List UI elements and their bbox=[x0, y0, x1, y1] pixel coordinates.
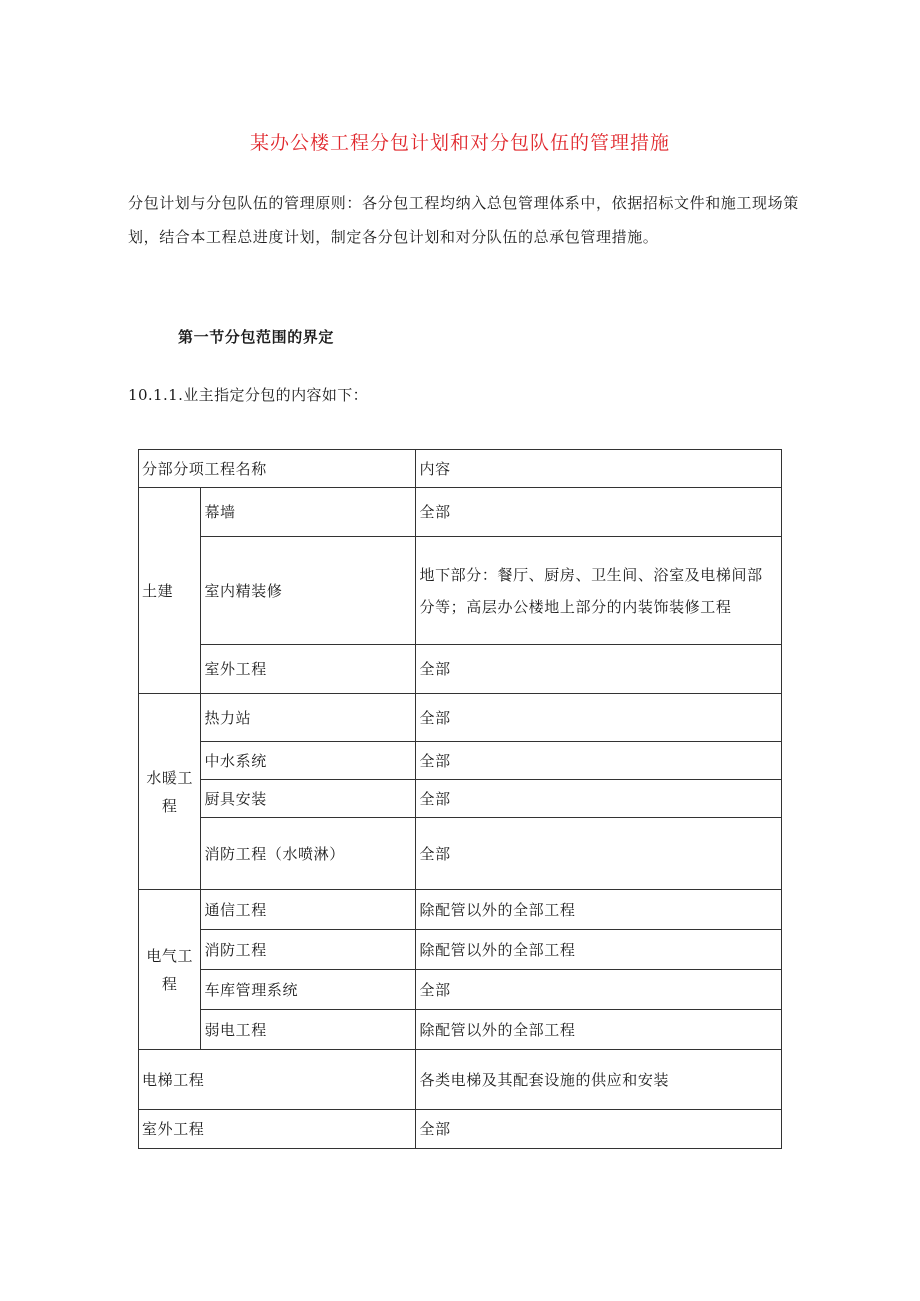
table-row bbox=[139, 694, 782, 742]
table-row bbox=[139, 537, 782, 645]
item-cell: 室外工程 bbox=[201, 645, 416, 694]
header-content-cell: 内容 bbox=[416, 450, 782, 488]
content-cell: 除配管以外的全部工程 bbox=[416, 890, 782, 930]
item-cell: 消防工程（水喷淋） bbox=[201, 818, 416, 890]
table-row bbox=[139, 930, 782, 970]
content-cell: 地下部分：餐厅、厨房、卫生间、浴室及电梯间部分等；高层办公楼地上部分的内装饰装修工程 bbox=[416, 537, 782, 645]
subcontract-scope-table bbox=[138, 449, 782, 1149]
content-cell: 全部 bbox=[416, 818, 782, 890]
table-row bbox=[139, 1010, 782, 1050]
category-cell: 电气工程 bbox=[139, 890, 201, 1050]
table-row bbox=[139, 890, 782, 930]
intro-paragraph: 分包计划与分包队伍的管理原则：各分包工程均纳入总包管理体系中，依据招标文件和施工现场策划，结合本工程总进度计划，制定各分包计划和对分队伍的总承包管理措施。 bbox=[128, 194, 799, 246]
item-cell: 室内精装修 bbox=[201, 537, 416, 645]
content-cell: 全部 bbox=[416, 742, 782, 780]
item-cell: 弱电工程 bbox=[201, 1010, 416, 1050]
item-cell: 车库管理系统 bbox=[201, 970, 416, 1010]
name-cell: 室外工程 bbox=[139, 1110, 416, 1149]
table-row bbox=[139, 970, 782, 1010]
name-cell: 电梯工程 bbox=[139, 1050, 416, 1110]
table-row bbox=[139, 818, 782, 890]
content-cell: 全部 bbox=[416, 488, 782, 537]
item-cell: 厨具安装 bbox=[201, 780, 416, 818]
subsection-label: 10.1.1.业主指定分包的内容如下： bbox=[128, 386, 369, 404]
category-cell: 土建 bbox=[139, 488, 201, 694]
table-row bbox=[139, 645, 782, 694]
document-title: 某办公楼工程分包计划和对分包队伍的管理措施 bbox=[249, 132, 670, 154]
section-heading: 第一节分包范围的界定 bbox=[178, 328, 335, 346]
table-header-row bbox=[139, 450, 782, 488]
table-row bbox=[139, 1050, 782, 1110]
content-cell: 除配管以外的全部工程 bbox=[416, 930, 782, 970]
table-row bbox=[139, 488, 782, 537]
item-cell: 中水系统 bbox=[201, 742, 416, 780]
item-cell: 通信工程 bbox=[201, 890, 416, 930]
content-cell: 全部 bbox=[416, 694, 782, 742]
item-cell: 热力站 bbox=[201, 694, 416, 742]
table-row bbox=[139, 1110, 782, 1149]
content-cell: 除配管以外的全部工程 bbox=[416, 1010, 782, 1050]
content-cell: 全部 bbox=[416, 645, 782, 694]
content-cell: 全部 bbox=[416, 970, 782, 1010]
category-cell: 水暖工程 bbox=[139, 694, 201, 890]
content-cell: 各类电梯及其配套设施的供应和安装 bbox=[416, 1050, 782, 1110]
table-row bbox=[139, 742, 782, 780]
item-cell: 幕墙 bbox=[201, 488, 416, 537]
table-row bbox=[139, 780, 782, 818]
content-cell: 全部 bbox=[416, 780, 782, 818]
content-cell: 全部 bbox=[416, 1110, 782, 1149]
header-name-cell: 分部分项工程名称 bbox=[139, 450, 416, 488]
item-cell: 消防工程 bbox=[201, 930, 416, 970]
